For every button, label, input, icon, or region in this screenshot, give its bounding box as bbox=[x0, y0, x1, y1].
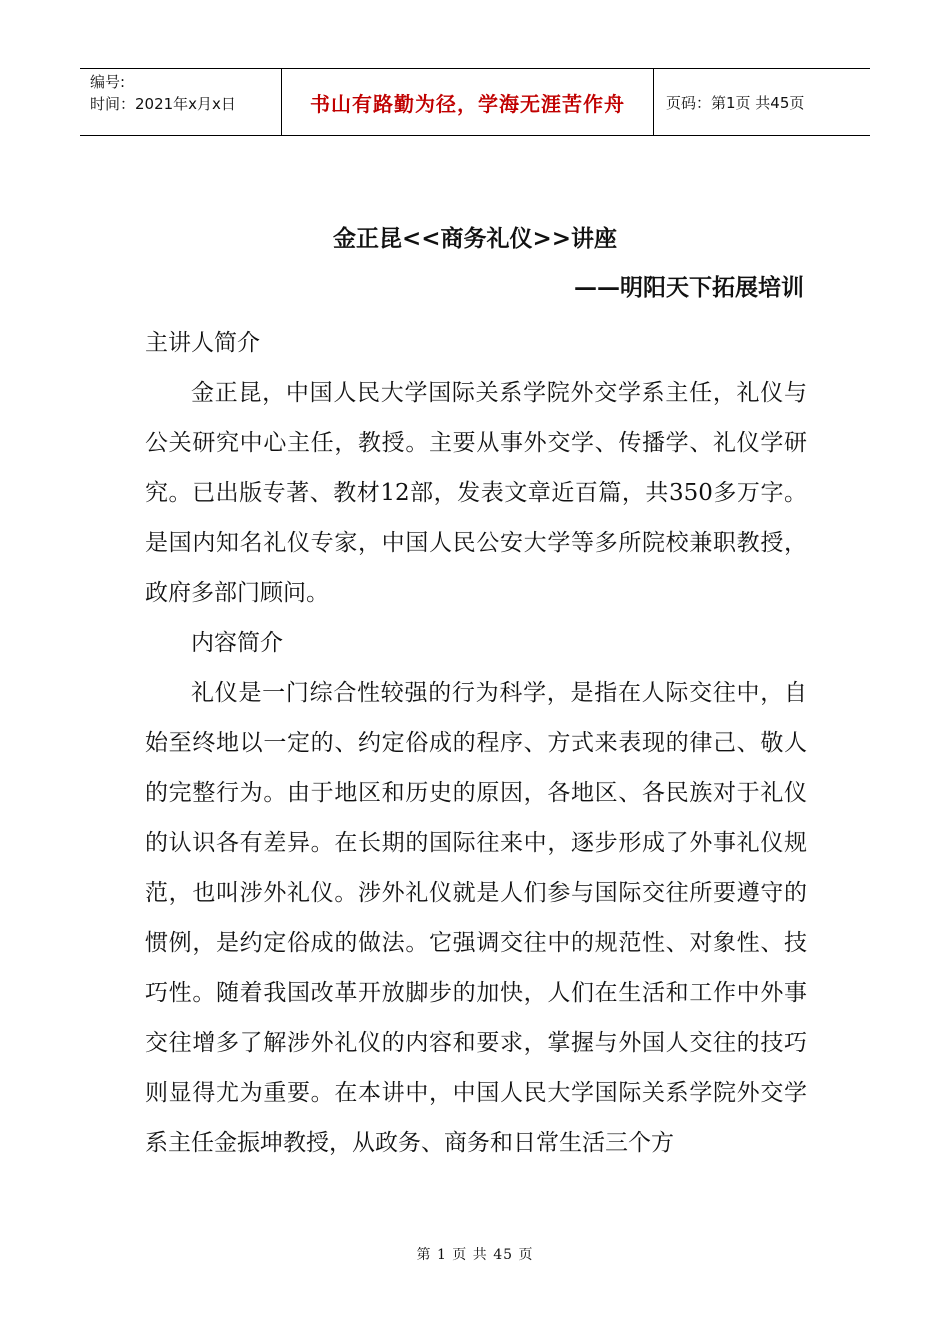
number-label: 编号: bbox=[90, 73, 126, 91]
time-label: 时间：2021年x月x日 bbox=[90, 95, 236, 113]
paragraph-content: 礼仪是一门综合性较强的行为科学，是指在人际交往中，自始至终地以一定的、约定俗成的程序、方式来表现的律己、敬人的完整行为。由于地区和历史的原因，各地区、各民族对于礼仪的认识各有差异。在长期的国际往来中，逐步形成了外事礼仪规范，也叫涉外礼仪。涉外礼仪就是人们参与国际交往所要遵守的惯例，是约定俗成的做法。它强调交往中的规范性、对象性、技巧性。随着我国改革开放脚步的加快，人们在生活和工作中外事交往增多了解涉外礼仪的内容和要求，掌握与外国人交往的技巧则显得尤为重要。在本讲中，中国人民大学国际关系学院外交学系主任金振坤教授，从政务、商务和日常生活三个方 bbox=[145, 680, 807, 1156]
section-heading-content: 内容简介 bbox=[191, 630, 283, 656]
document-title: 金正昆<<商务礼仪>>讲座 bbox=[332, 225, 618, 252]
document-subtitle: ——明阳天下拓展培训 bbox=[574, 274, 804, 301]
section-heading-speaker: 主讲人简介 bbox=[145, 330, 260, 356]
page-header bbox=[80, 68, 870, 136]
paragraph-speaker: 金正昆，中国人民大学国际关系学院外交学系主任，礼仪与公关研究中心主任，教授。主要从事外交学、传播学、礼仪学研究。已出版专著、教材12部，发表文章近百篇，共350多万字。是国内知名礼仪专家，中国人民公安大学等多所院校兼职教授，政府多部门顾问。 bbox=[145, 380, 807, 606]
header-motto: 书山有路勤为径，学海无涯苦作舟 bbox=[282, 69, 654, 135]
header-page-info: 页码：第1页 共45页 bbox=[666, 93, 805, 112]
header-meta bbox=[80, 69, 282, 135]
page-footer: 第 1 页 共 45 页 bbox=[416, 1247, 534, 1263]
document-body bbox=[145, 318, 807, 1168]
